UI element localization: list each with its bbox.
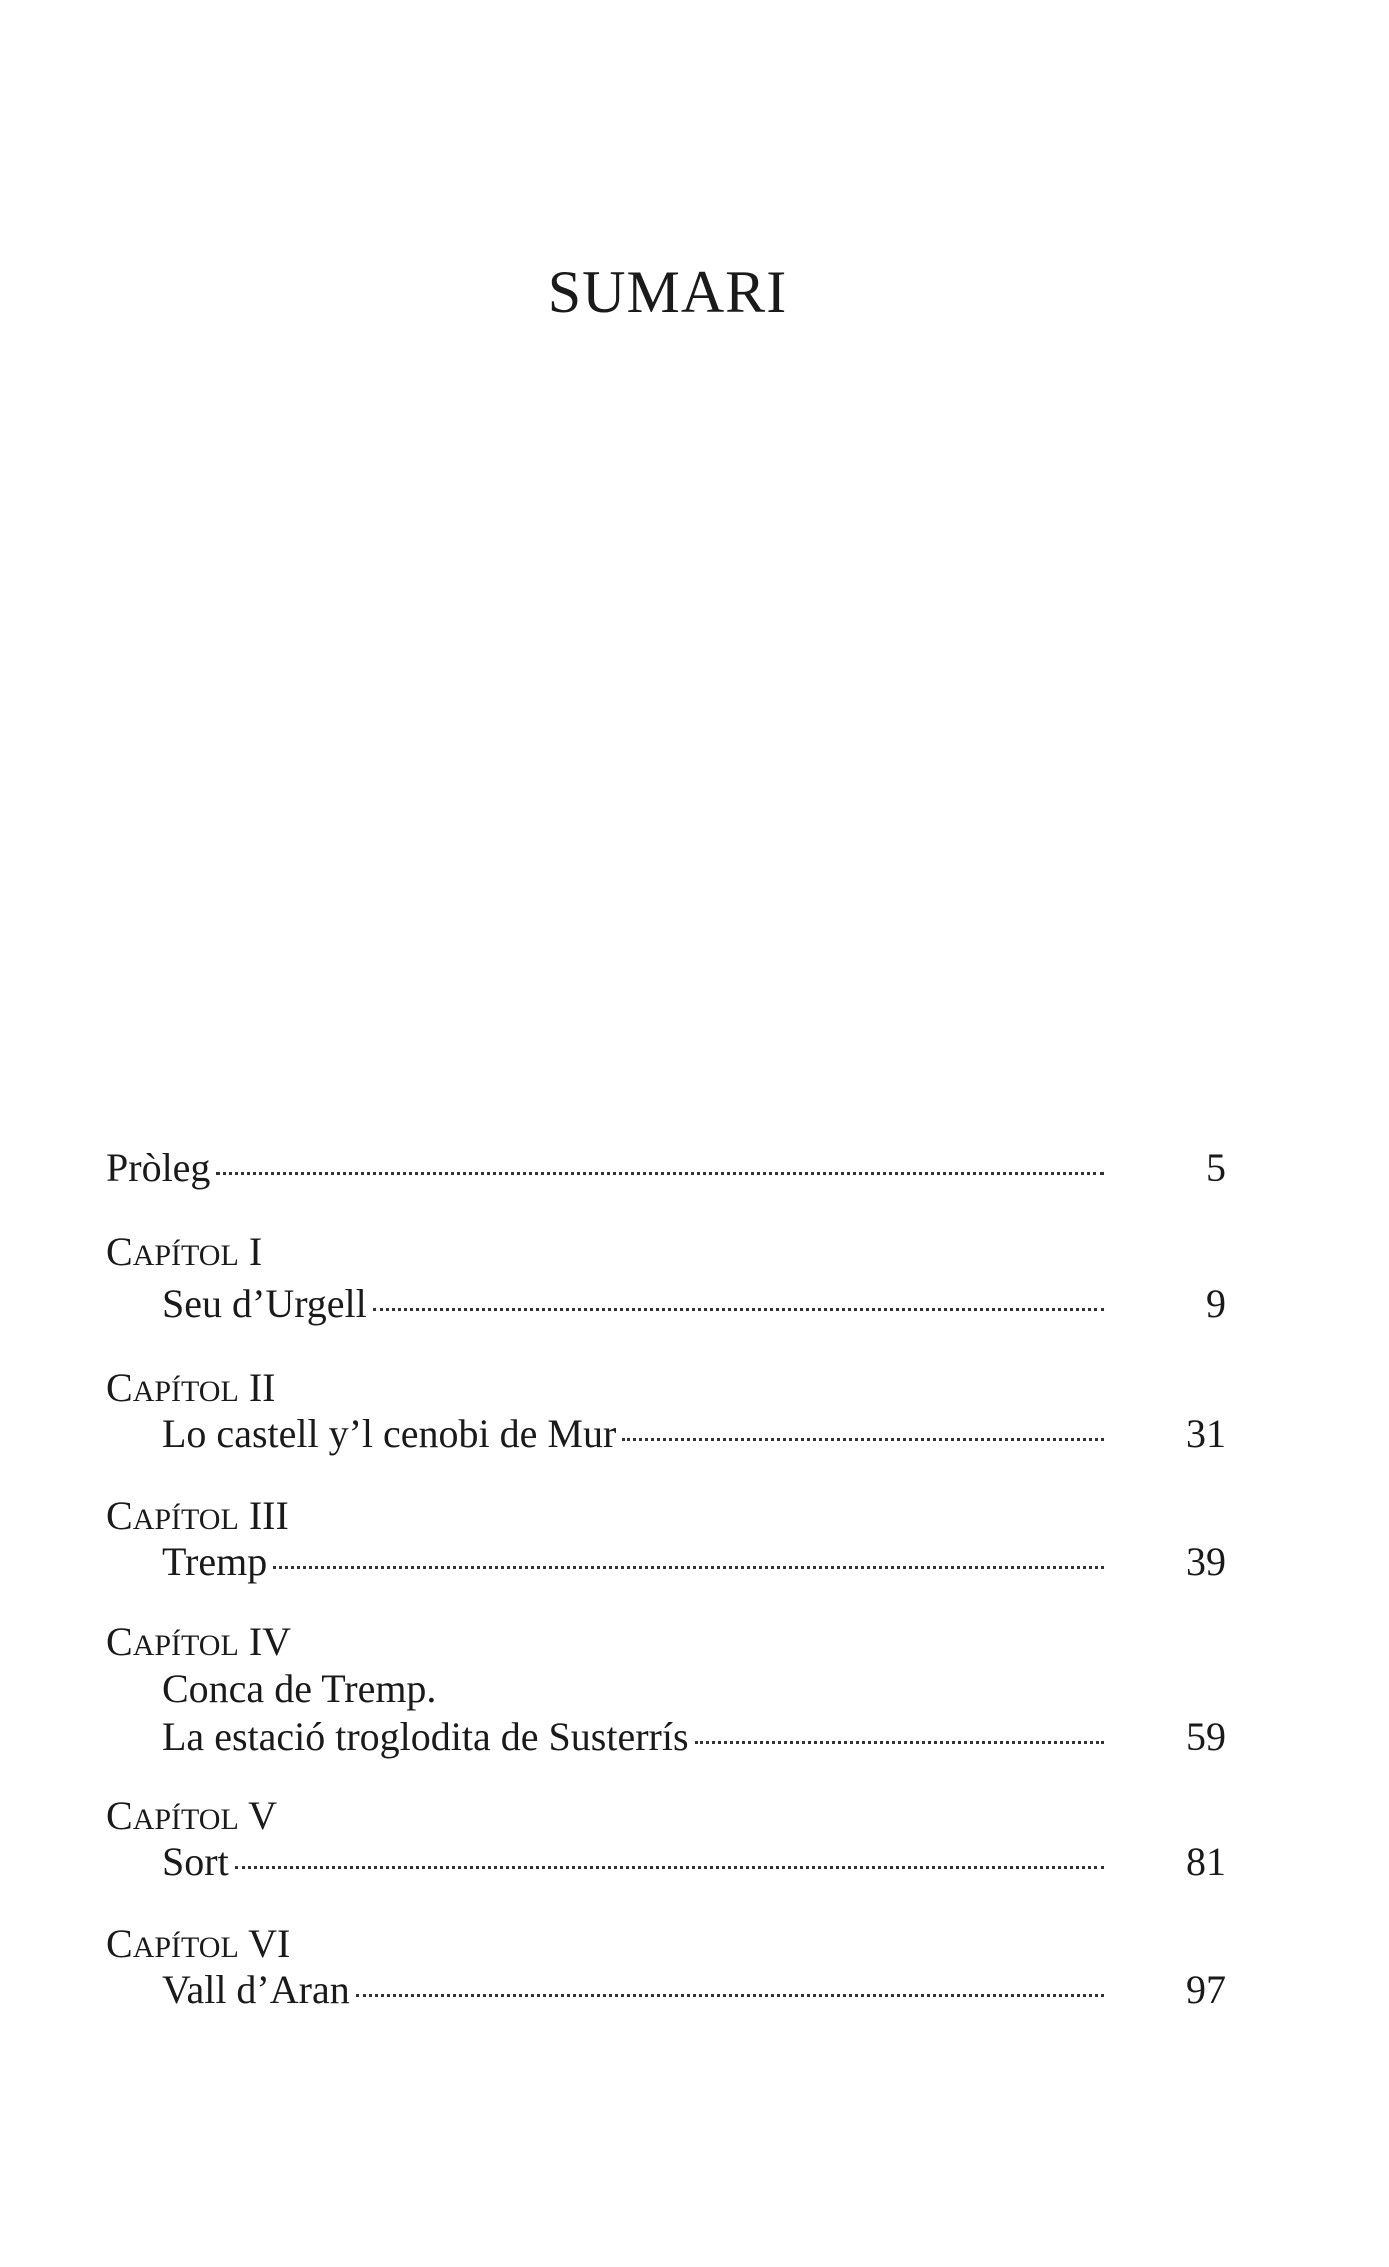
toc-page-number: 31 [1186, 1411, 1226, 1456]
toc-entry-title: Tremp [162, 1539, 268, 1584]
toc-page-number: 59 [1186, 1714, 1226, 1759]
toc-entry-chapter-6[interactable] [162, 1967, 1226, 2012]
toc-page-number: 9 [1206, 1281, 1226, 1326]
chapter-heading: CAPÍTOL VI [106, 1921, 291, 1966]
toc-page-number: 81 [1186, 1839, 1226, 1884]
toc-entry-title: Sort [162, 1839, 229, 1884]
toc-entry-prologue[interactable] [106, 1145, 1226, 1190]
chapter-heading: CAPÍTOL IV [106, 1619, 292, 1664]
page-title: SUMARI [547, 259, 788, 325]
toc-entry-chapter-4[interactable] [162, 1714, 1226, 1759]
toc-entry-chapter-2[interactable] [162, 1411, 1226, 1456]
toc-entry-title: Lo castell y’l cenobi de Mur [162, 1411, 617, 1456]
toc-entry-chapter-3[interactable] [162, 1539, 1226, 1584]
toc-entry-title: La estació troglodita de Susterrís [162, 1714, 689, 1759]
toc-entry-title: Conca de Tremp. [162, 1666, 437, 1711]
chapter-heading: CAPÍTOL II [106, 1365, 276, 1410]
toc-page-number: 39 [1186, 1539, 1226, 1584]
chapter-heading: CAPÍTOL I [106, 1229, 263, 1274]
toc-page-number: 97 [1186, 1967, 1226, 2012]
toc-entry-title: Vall d’Aran [162, 1967, 350, 2012]
dot-leader [622, 1438, 1104, 1441]
toc-entry-chapter-1[interactable] [162, 1281, 1226, 1326]
toc-entry-chapter-4-line-1 [162, 1666, 1226, 1711]
toc-entry-title: Pròleg [106, 1145, 211, 1190]
toc-page-number: 5 [1206, 1145, 1226, 1190]
dot-leader [695, 1741, 1104, 1744]
toc-entry-chapter-5[interactable] [162, 1839, 1226, 1884]
dot-leader [216, 1172, 1104, 1175]
toc-entry-title: Seu d’Urgell [162, 1281, 367, 1326]
dot-leader [273, 1566, 1104, 1569]
dot-leader [373, 1308, 1104, 1311]
chapter-heading: CAPÍTOL V [106, 1793, 277, 1838]
dot-leader [235, 1866, 1104, 1869]
chapter-heading: CAPÍTOL III [106, 1493, 289, 1538]
dot-leader [356, 1994, 1104, 1997]
